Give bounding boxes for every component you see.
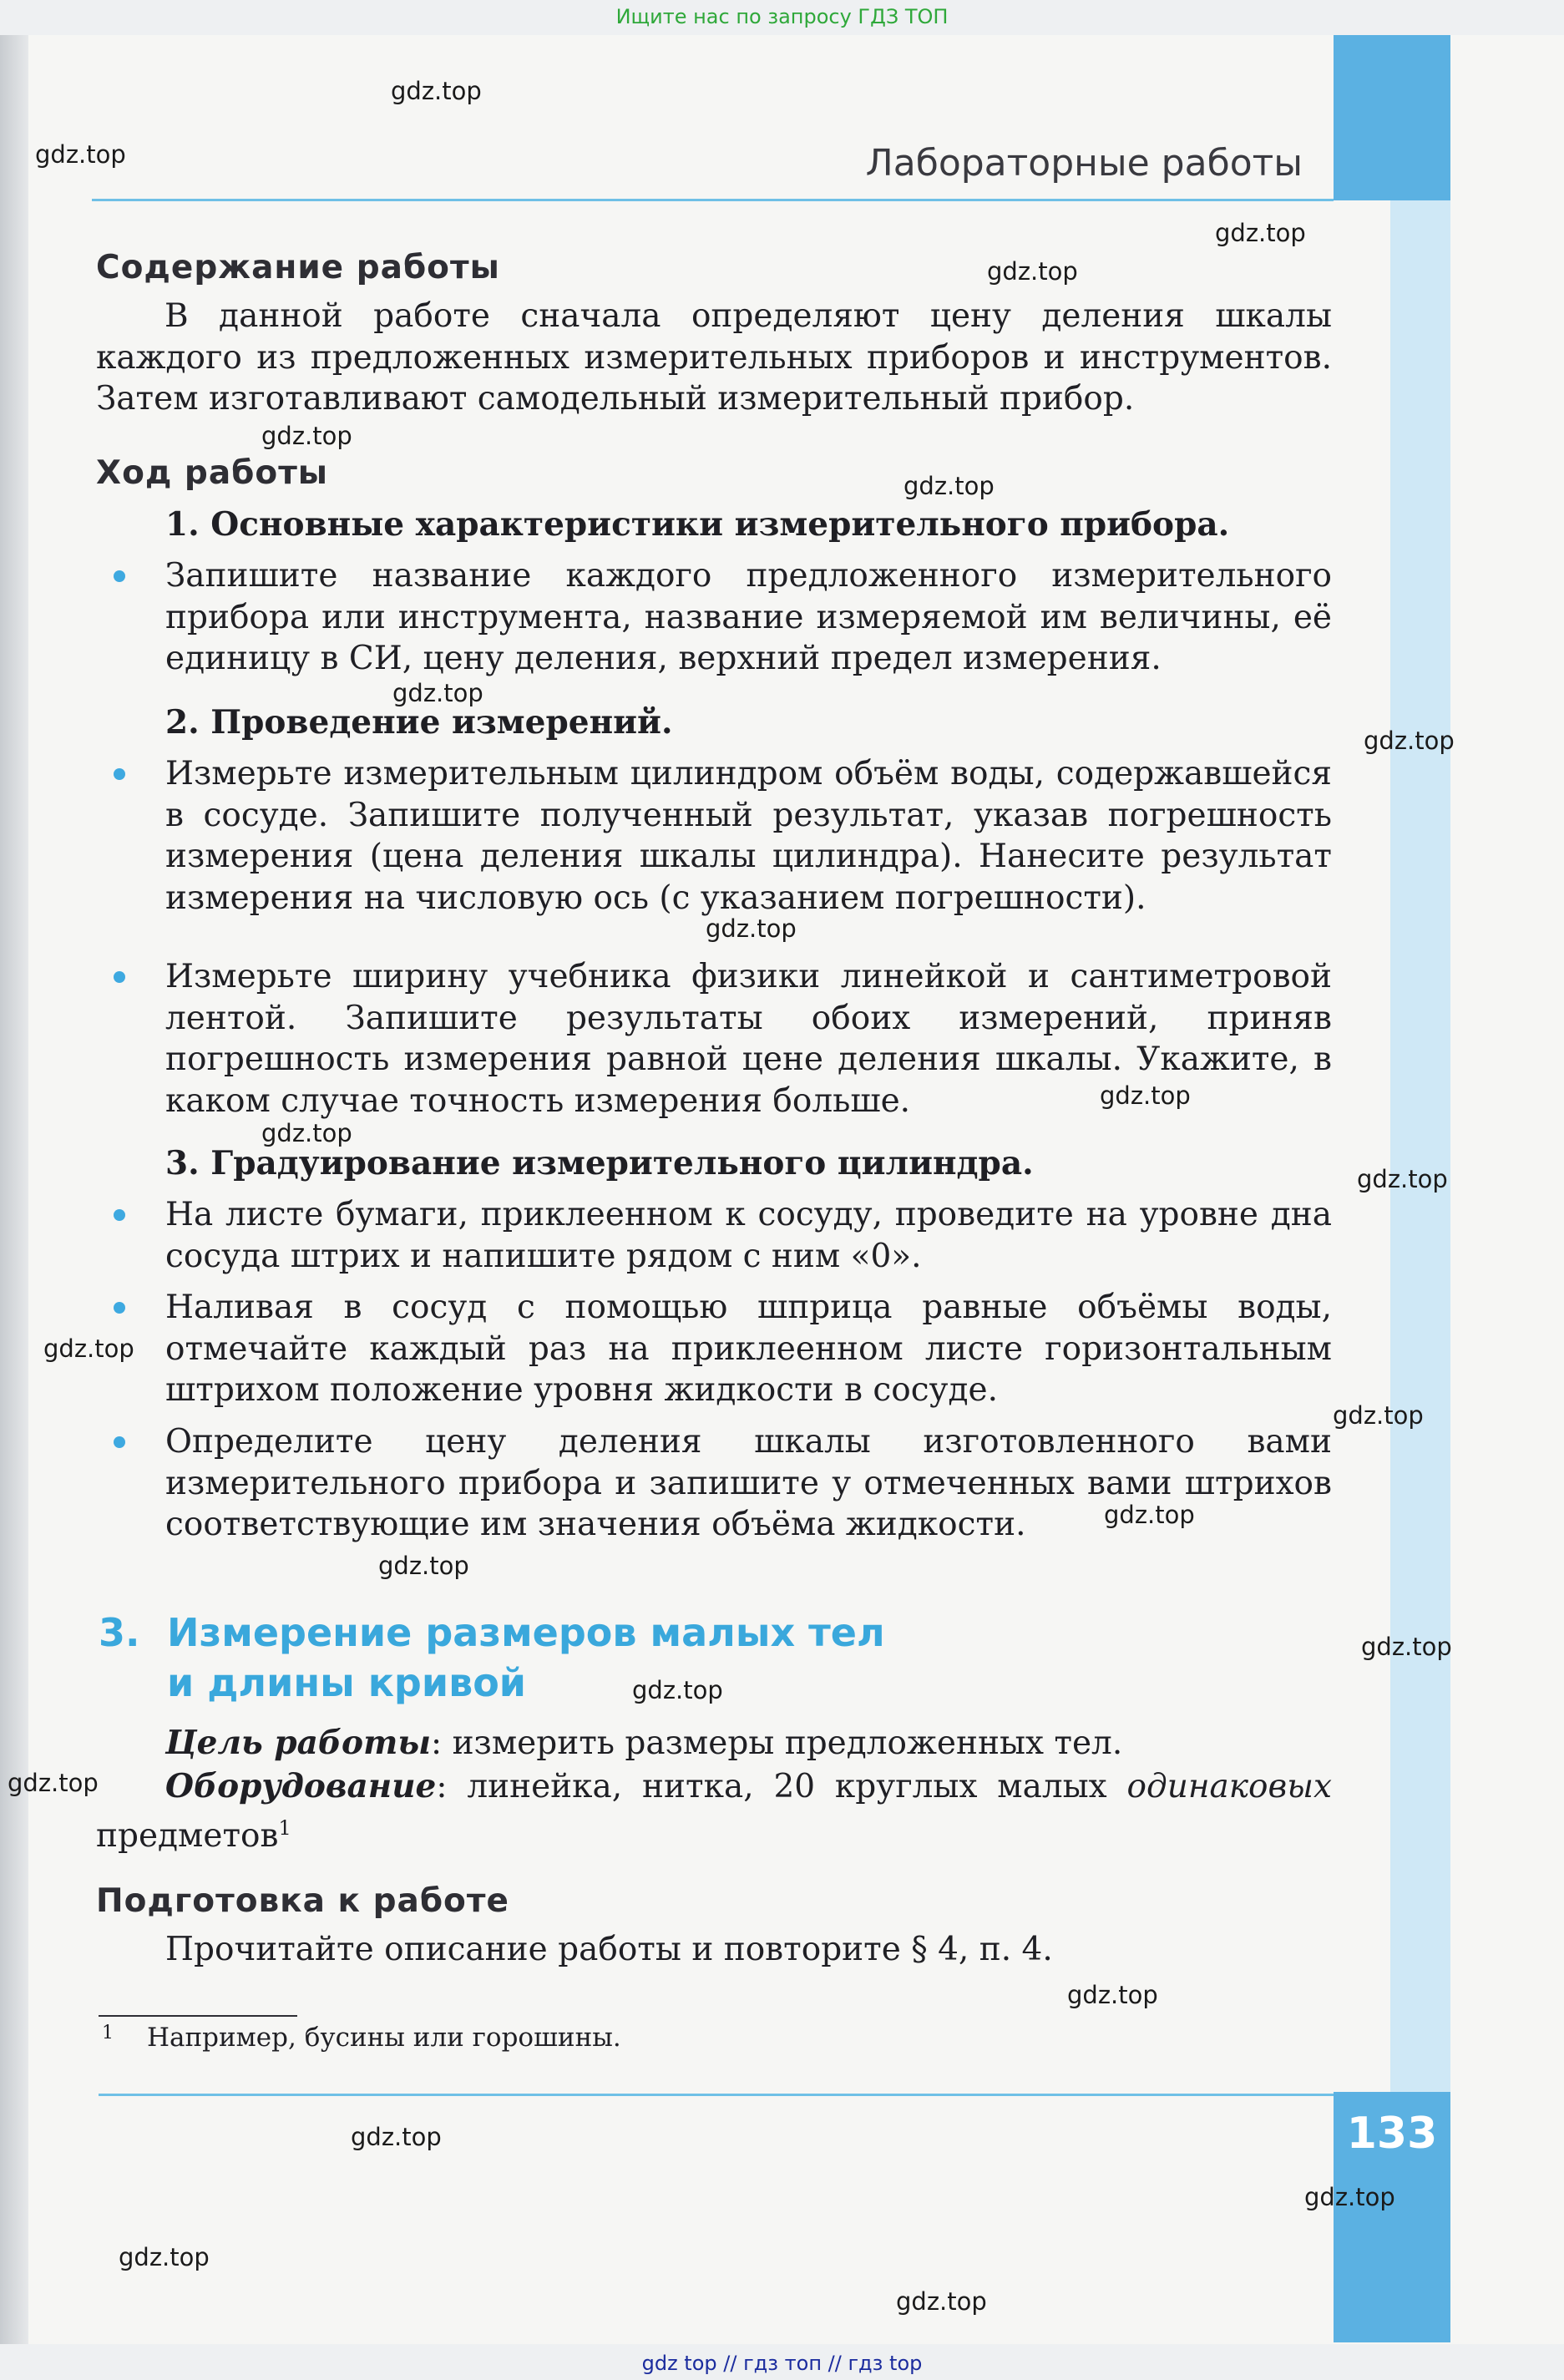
lab-3-title-line1: Измерение размеров малых тел bbox=[167, 1610, 885, 1655]
footnote bbox=[102, 2023, 621, 2053]
content-heading: Содержание работы bbox=[96, 249, 500, 286]
watermark: gdz.top bbox=[1357, 1165, 1448, 1193]
step-2-bullet-1: Измерьте измерительным цилиндром объём воды, содержавшейся в сосуде. Запишите полученный результат, указав погрешность измерения (цена деления шкалы цилиндра). Нанесите результат измерения на числовую ось (с указанием погрешности). bbox=[165, 755, 1332, 917]
goal-text: : измерить размеры предложенных тел. bbox=[431, 1724, 1123, 1762]
content-text: В данной работе сначала определяют цену деления шкалы каждого из предложенных измерительных приборов и инструментов. Затем изготавливают самодельный измерительный прибор. bbox=[96, 297, 1332, 418]
step-2-bullet-2: Измерьте ширину учебника физики линейкой и сантиметровой лентой. Запишите результаты обоих измерений, приняв погрешность измерения равной цене деления шкалы. Укажите, в каком случае точность измерения больше. bbox=[165, 958, 1332, 1120]
watermark: gdz.top bbox=[8, 1769, 99, 1797]
footnote-divider bbox=[99, 2015, 297, 2017]
lab-3-goal bbox=[165, 1723, 1332, 1765]
header-divider bbox=[92, 199, 1334, 201]
watermark: gdz.top bbox=[706, 914, 797, 943]
watermark: gdz.top bbox=[1100, 1081, 1191, 1110]
watermark: gdz.top bbox=[1067, 1981, 1158, 2009]
goal-label: Цель работы bbox=[165, 1724, 432, 1762]
equipment-italic: одинаковых bbox=[1126, 1768, 1332, 1805]
page-number: 133 bbox=[1346, 2109, 1438, 2159]
equipment-label: Оборудование bbox=[165, 1767, 437, 1805]
header-tab bbox=[1334, 35, 1450, 200]
watermark: gdz.top bbox=[351, 2123, 442, 2151]
watermark: gdz.top bbox=[119, 2243, 210, 2271]
equipment-tail: предметов bbox=[96, 1816, 279, 1855]
watermark: gdz.top bbox=[1364, 727, 1455, 755]
watermark: gdz.top bbox=[987, 257, 1078, 286]
bullet-icon bbox=[114, 1302, 125, 1314]
procedure-heading: Ход работы bbox=[96, 454, 329, 492]
footnote-mark: 1 bbox=[102, 2023, 114, 2043]
step-3-bullet-1: На листе бумаги, приклеенном к сосуду, проведите на уровне дна сосуда штрих и напишите рядом с ним «0». bbox=[165, 1196, 1332, 1275]
watermark: gdz.top bbox=[35, 140, 126, 169]
prep-text: Прочитайте описание работы и повторите § 4, п. 4. bbox=[165, 1931, 1053, 1968]
watermark: gdz.top bbox=[261, 422, 352, 450]
top-banner[interactable]: Ищите нас по запросу ГДЗ ТОП bbox=[615, 5, 949, 28]
bullet-icon bbox=[114, 570, 125, 582]
bullet-icon bbox=[114, 1209, 125, 1221]
step-3-bullet-2: Наливая в сосуд с помощью шприца равные объёмы воды, отмечайте каждый раз на приклеенном листе горизонтальным штрихом положение уровня жидкости в сосуде. bbox=[165, 1289, 1332, 1409]
watermark: gdz.top bbox=[1304, 2183, 1395, 2211]
watermark: gdz.top bbox=[43, 1334, 134, 1363]
watermark: gdz.top bbox=[261, 1119, 352, 1147]
step-3-bullet-3: Определите цену деления шкалы изготовленного вами измерительного прибора и запишите у отмеченных вами штрихов соответствующие им значения объёма жидкости. bbox=[165, 1423, 1332, 1543]
step-3-title: 3. Градуирование измерительного цилиндра. bbox=[165, 1144, 1034, 1182]
watermark: gdz.top bbox=[896, 2287, 987, 2316]
watermark: gdz.top bbox=[1333, 1401, 1424, 1430]
watermark: gdz.top bbox=[903, 472, 995, 500]
watermark: gdz.top bbox=[391, 77, 482, 105]
book-spine bbox=[0, 35, 28, 2344]
lab-3-title bbox=[99, 1608, 1101, 1708]
equipment-text: : линейка, нитка, 20 круглых малых bbox=[436, 1768, 1127, 1805]
step-1-title: 1. Основные характеристики измерительного прибора. bbox=[165, 505, 1230, 544]
side-strip bbox=[1390, 200, 1450, 2092]
bullet-icon bbox=[114, 1436, 125, 1448]
lab-3-title-line2: и длины кривой bbox=[167, 1660, 527, 1705]
bullet-icon bbox=[114, 971, 125, 983]
step-1-bullet-1: Запишите название каждого предложенного измерительного прибора или инструмента, название измеряемой им величины, её единицу в СИ, цену деления, верхний предел измерения. bbox=[165, 557, 1332, 677]
watermark: gdz.top bbox=[1215, 219, 1306, 247]
footnote-text: Например, бусины или горошины. bbox=[147, 2023, 621, 2053]
watermark: gdz.top bbox=[378, 1552, 469, 1580]
footnote-ref: 1 bbox=[278, 1815, 291, 1840]
watermark: gdz.top bbox=[1104, 1501, 1195, 1529]
prep-heading: Подготовка к работе bbox=[96, 1882, 509, 1920]
watermark: gdz.top bbox=[632, 1676, 723, 1704]
watermark: gdz.top bbox=[392, 679, 483, 707]
lab-3-number: 3. bbox=[99, 1610, 140, 1655]
bottom-banner[interactable]: gdz top // гдз топ // гдз top bbox=[641, 2352, 923, 2375]
step-2-title: 2. Проведение измерений. bbox=[165, 703, 673, 742]
bullet-icon bbox=[114, 768, 125, 780]
watermark: gdz.top bbox=[1361, 1633, 1452, 1661]
lab-3-equipment bbox=[96, 1766, 1332, 1856]
header-title: Лабораторные работы bbox=[865, 142, 1303, 185]
footer-divider bbox=[99, 2094, 1334, 2096]
